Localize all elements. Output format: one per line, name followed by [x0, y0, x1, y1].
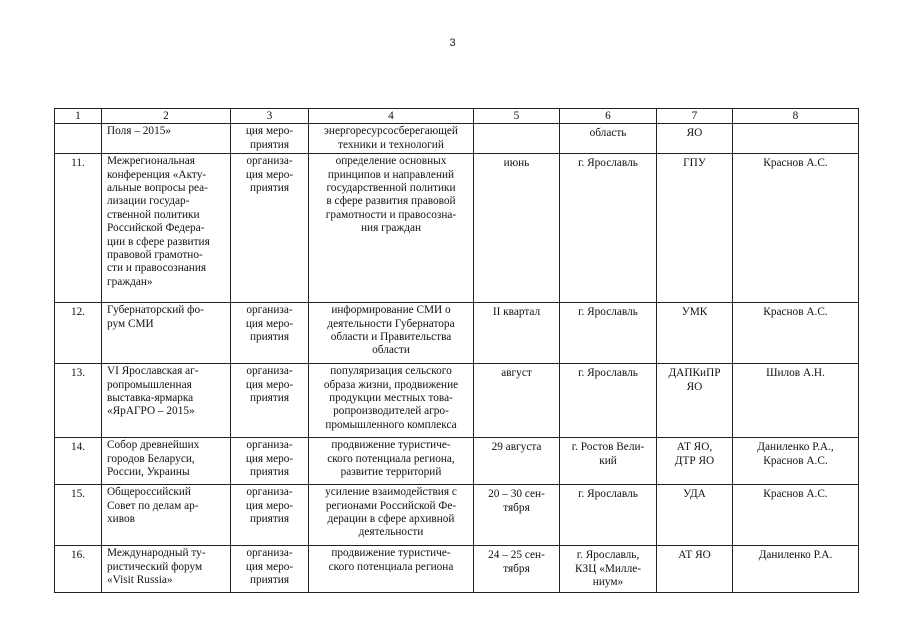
column-number: 7: [657, 109, 733, 124]
event-form: организа- ция меро- приятия: [231, 303, 309, 364]
event-place: г. Ярославль: [560, 364, 657, 438]
column-number: 6: [560, 109, 657, 124]
row-number: 11.: [55, 154, 102, 303]
event-responsible: Краснов А.С.: [733, 303, 859, 364]
event-organizer: УМК: [657, 303, 733, 364]
event-form: ция меро- приятия: [231, 124, 309, 154]
table-row: [55, 124, 859, 154]
event-form: организа- ция меро- приятия: [231, 546, 309, 593]
event-responsible: Краснов А.С.: [733, 485, 859, 546]
column-number: 8: [733, 109, 859, 124]
column-number: 4: [309, 109, 474, 124]
row-number: [55, 124, 102, 154]
event-goal: продвижение туристиче- ского потенциала региона: [309, 546, 474, 593]
event-time: II квартал: [474, 303, 560, 364]
column-number: 2: [102, 109, 231, 124]
event-goal: определение основных принципов и направлений государственной политики в сфере развития правовой грамотности и правосозна- ния граждан: [309, 154, 474, 303]
column-number: 5: [474, 109, 560, 124]
event-form: организа- ция меро- приятия: [231, 485, 309, 546]
event-goal: энергоресурсосберегающей техники и технологий: [309, 124, 474, 154]
event-place: г. Ярославль: [560, 154, 657, 303]
event-time: 29 августа: [474, 438, 560, 485]
event-name: Губернаторский фо- рум СМИ: [102, 303, 231, 364]
row-number: 13.: [55, 364, 102, 438]
event-place: г. Ярославль, КЗЦ «Милле- ниум»: [560, 546, 657, 593]
table-row: [55, 546, 859, 593]
event-place: область: [560, 124, 657, 154]
event-organizer: ДАПКиПР ЯО: [657, 364, 733, 438]
event-time: [474, 124, 560, 154]
event-name: Поля – 2015»: [102, 124, 231, 154]
event-responsible: Даниленко Р.А.: [733, 546, 859, 593]
table-row: [55, 364, 859, 438]
event-time: июнь: [474, 154, 560, 303]
table-row: [55, 485, 859, 546]
row-number: 14.: [55, 438, 102, 485]
event-organizer: АТ ЯО, ДТР ЯО: [657, 438, 733, 485]
event-name: Общероссийский Совет по делам ар- хивов: [102, 485, 231, 546]
event-goal: популяризация сельского образа жизни, продвижение продукции местных това- ропроизводителей агро- промышленного комплекса: [309, 364, 474, 438]
event-name: VI Ярославская аг- ропромышленная выставка-ярмарка «ЯрАГРО – 2015»: [102, 364, 231, 438]
event-time: август: [474, 364, 560, 438]
page-number: 3: [449, 37, 456, 49]
event-name: Собор древнейших городов Беларуси, России, Украины: [102, 438, 231, 485]
event-responsible: Краснов А.С.: [733, 154, 859, 303]
column-number-row: [55, 109, 859, 124]
event-place: г. Ростов Вели- кий: [560, 438, 657, 485]
event-goal: усиление взаимодействия с регионами Российской Фе- дерации в сфере архивной деятельности: [309, 485, 474, 546]
event-time: 24 – 25 сен- тября: [474, 546, 560, 593]
event-form: организа- ция меро- приятия: [231, 154, 309, 303]
row-number: 16.: [55, 546, 102, 593]
event-responsible: Даниленко Р.А., Краснов А.С.: [733, 438, 859, 485]
table-row: [55, 154, 859, 303]
event-organizer: ЯО: [657, 124, 733, 154]
event-organizer: АТ ЯО: [657, 546, 733, 593]
event-responsible: Шилов А.Н.: [733, 364, 859, 438]
event-place: г. Ярославль: [560, 303, 657, 364]
event-name: Межрегиональная конференция «Акту- альные вопросы реа- лизации государ- ственной политики Российской Федера- ции в сфере развития правовой грамотно- сти и правосознания граждан»: [102, 154, 231, 303]
event-name: Международный ту- ристический форум «Visit Russia»: [102, 546, 231, 593]
event-goal: продвижение туристиче- ского потенциала региона, развитие территорий: [309, 438, 474, 485]
events-table: [54, 108, 859, 593]
event-form: организа- ция меро- приятия: [231, 438, 309, 485]
event-responsible: [733, 124, 859, 154]
event-organizer: ГПУ: [657, 154, 733, 303]
row-number: 15.: [55, 485, 102, 546]
event-organizer: УДА: [657, 485, 733, 546]
event-time: 20 – 30 сен- тября: [474, 485, 560, 546]
table-row: [55, 303, 859, 364]
row-number: 12.: [55, 303, 102, 364]
event-goal: информирование СМИ о деятельности Губернатора области и Правительства области: [309, 303, 474, 364]
column-number: 1: [55, 109, 102, 124]
table-row: [55, 438, 859, 485]
event-form: организа- ция меро- приятия: [231, 364, 309, 438]
column-number: 3: [231, 109, 309, 124]
event-place: г. Ярославль: [560, 485, 657, 546]
